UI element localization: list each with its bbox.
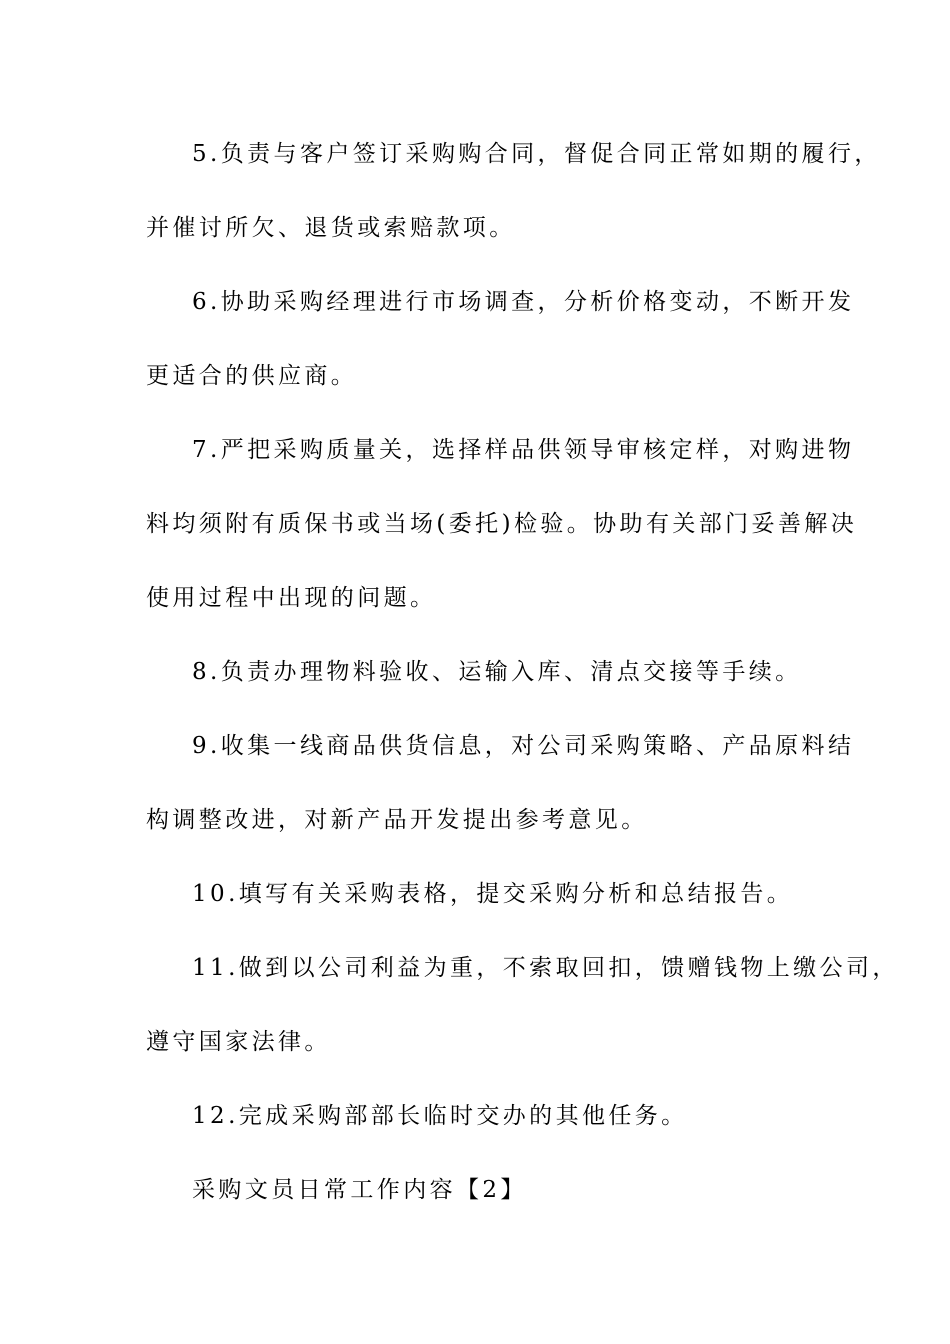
text-line-item-5-line-2: 并催讨所欠、退货或索赔款项。 — [146, 215, 516, 241]
text-line-item-5-line-1: 5.负责与客户签订采购购合同，督促合同正常如期的履行， — [192, 141, 881, 167]
text-line-item-9-line-2: 构调整改进，对新产品开发提出参考意见。 — [146, 807, 648, 833]
text-line-item-12: 12.完成采购部部长临时交办的其他任务。 — [192, 1103, 688, 1129]
text-line-item-7-line-1: 7.严把采购质量关，选择样品供领导审核定样，对购进物 — [192, 437, 855, 463]
text-line-item-8: 8.负责办理物料验收、运输入库、清点交接等手续。 — [192, 659, 802, 685]
document-body — [146, 117, 899, 1227]
text-line-item-7-line-3: 使用过程中出现的问题。 — [146, 585, 437, 611]
text-line-item-11-line-1: 11.做到以公司利益为重，不索取回扣，馈赠钱物上缴公司， — [192, 955, 899, 981]
section-heading: 采购文员日常工作内容【2】 — [192, 1177, 527, 1203]
text-line-item-6-line-1: 6.协助采购经理进行市场调查，分析价格变动，不断开发 — [192, 289, 855, 315]
text-line-item-6-line-2: 更适合的供应商。 — [146, 363, 358, 389]
text-line-item-11-line-2: 遵守国家法律。 — [146, 1029, 331, 1055]
text-line-item-9-line-1: 9.收集一线商品供货信息，对公司采购策略、产品原料结 — [192, 733, 855, 759]
text-line-item-10: 10.填写有关采购表格，提交采购分析和总结报告。 — [192, 881, 794, 907]
text-line-item-7-line-2: 料均须附有质保书或当场(委托)检验。协助有关部门妥善解决 — [146, 511, 858, 537]
